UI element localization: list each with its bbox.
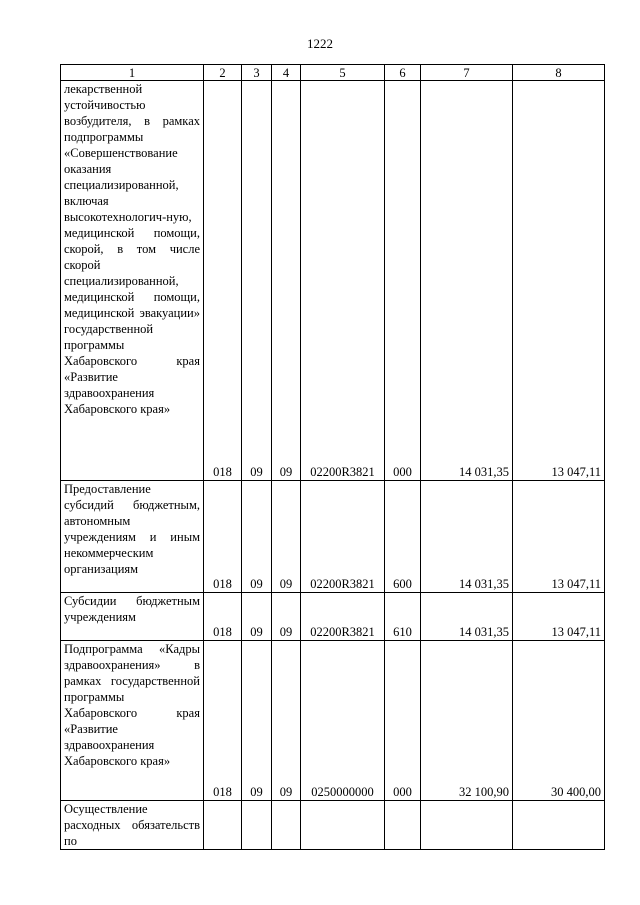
header-col-6: 6 [385,65,421,81]
row-cell-target-article: 02200R3821 [301,593,385,641]
row-name-cell: Предоставление субсидий бюджетным, автономным учреждениям и иным некоммерческим организациям [61,481,204,593]
row-cell-subsection: 09 [272,593,301,641]
row-cell-subsection: 09 [272,81,301,481]
header-col-3: 3 [242,65,272,81]
row-cell-amount-col7: 32 100,90 [421,641,513,801]
row-cell-expense-type: 000 [385,641,421,801]
page-number: 1222 [307,36,333,51]
row-cell-subsection [272,801,301,850]
row-cell-section: 09 [242,593,272,641]
header-col-8: 8 [513,65,605,81]
header-col-5: 5 [301,65,385,81]
header-col-2: 2 [204,65,242,81]
header-col-4: 4 [272,65,301,81]
header-col-7: 7 [421,65,513,81]
row-cell-target-article: 02200R3821 [301,81,385,481]
budget-table [60,64,605,850]
row-cell-amount-col8: 13 047,11 [513,481,605,593]
row-cell-target-article: 0250000000 [301,641,385,801]
row-cell-admin-code: 018 [204,481,242,593]
row-cell-amount-col7: 14 031,35 [421,593,513,641]
row-cell-admin-code [204,801,242,850]
table-header-row [61,65,605,81]
row-cell-amount-col8 [513,801,605,850]
row-cell-expense-type: 000 [385,81,421,481]
row-cell-admin-code: 018 [204,81,242,481]
row-cell-expense-type: 600 [385,481,421,593]
row-cell-target-article: 02200R3821 [301,481,385,593]
row-name-cell: Субсидии бюджетным учреждениям [61,593,204,641]
table-row [61,641,605,801]
row-cell-section [242,801,272,850]
row-cell-amount-col7: 14 031,35 [421,481,513,593]
row-cell-amount-col7: 14 031,35 [421,81,513,481]
row-cell-amount-col8: 30 400,00 [513,641,605,801]
row-cell-admin-code: 018 [204,593,242,641]
row-cell-section: 09 [242,81,272,481]
row-cell-section: 09 [242,481,272,593]
row-cell-target-article [301,801,385,850]
row-cell-section: 09 [242,641,272,801]
row-cell-expense-type [385,801,421,850]
table-row [61,801,605,850]
row-cell-subsection: 09 [272,481,301,593]
row-name-cell: Осуществление расходных обязательств по [61,801,204,850]
table-row [61,593,605,641]
row-name-cell: Подпрограмма «Кадры здравоохранения» в рамках государственной программы Хабаровского края «Развитие здравоохранения Хабаровского края» [61,641,204,801]
row-cell-subsection: 09 [272,641,301,801]
row-cell-admin-code: 018 [204,641,242,801]
header-col-1: 1 [61,65,204,81]
row-name-cell: лекарственной устойчивостью возбудителя, в рамках подпрограммы «Совершенствование оказания специализированной, включая высокотехнологич-ную, медицинской помощи, скорой, в том числе скорой специализированной, медицинской помощи, медицинской эвакуации» государственной программы Хабаровского края «Развитие здравоохранения Хабаровского края» [61,81,204,481]
table-row [61,481,605,593]
row-cell-amount-col8: 13 047,11 [513,81,605,481]
row-cell-amount-col8: 13 047,11 [513,593,605,641]
table-row [61,81,605,481]
row-cell-amount-col7 [421,801,513,850]
row-cell-expense-type: 610 [385,593,421,641]
